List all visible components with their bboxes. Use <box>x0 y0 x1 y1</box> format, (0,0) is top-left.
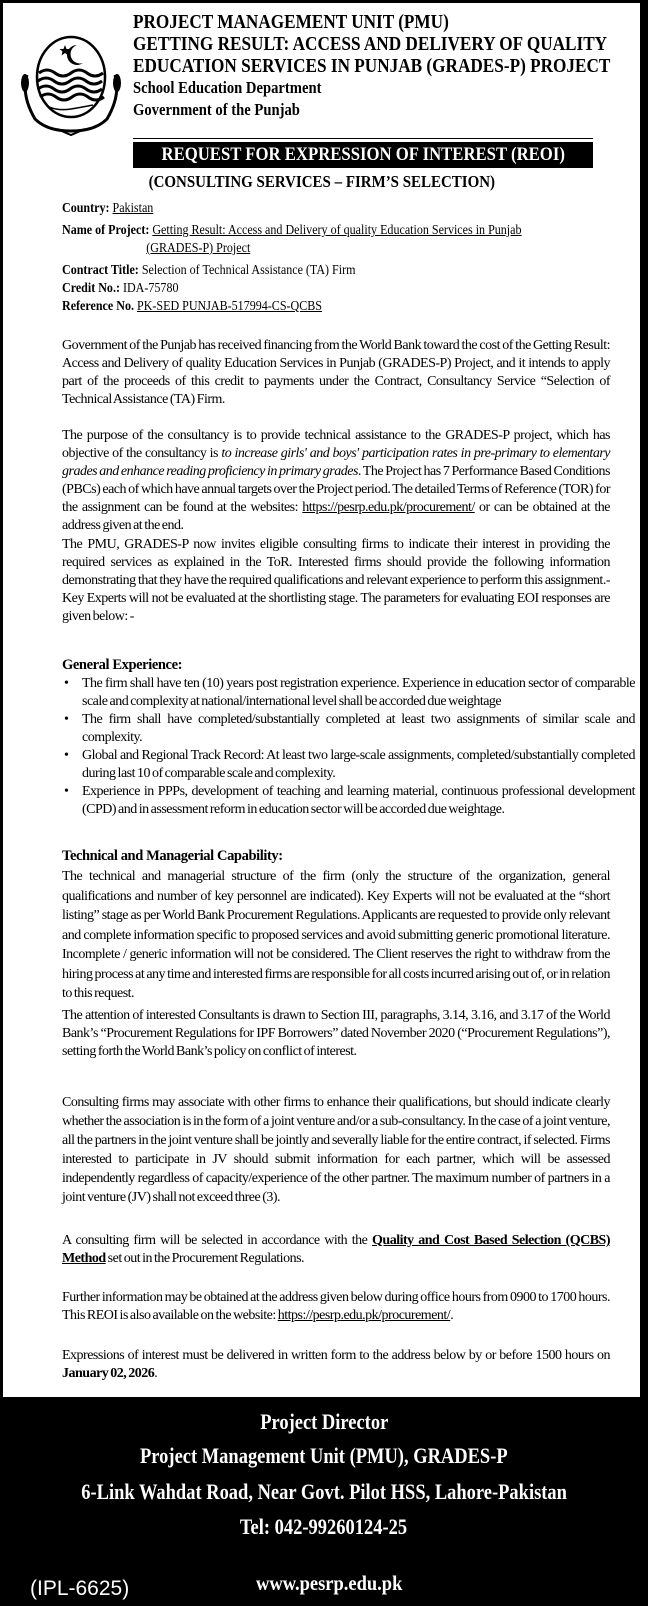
project-value-cont: (GRADES-P) Project <box>146 241 251 256</box>
website-link[interactable] <box>256 1571 422 1596</box>
header-government: Government of the Punjab <box>133 100 300 119</box>
project-value: Getting Result: Access and Delivery of quality Education Services in Punjab <box>152 223 522 238</box>
header-department: School Education Department <box>133 78 322 97</box>
general-experience-heading: General Experience: <box>62 657 183 673</box>
list-item: • Experience in PPPs, development of teaching and learning material, continuous professional development (CPD) and in assessment reform in education sector will be accorded due weightage. <box>82 783 635 819</box>
deadline-paragraph <box>62 1347 610 1383</box>
banner-title: REQUEST FOR EXPRESSION OF INTEREST (REOI) <box>161 144 565 165</box>
header-block <box>133 11 643 121</box>
footer-unit-text: Project Management Unit (PMU), GRADES-P <box>140 1443 508 1468</box>
footer-unit <box>0 1443 648 1469</box>
attention-paragraph: The attention of interested Consultants is drawn to Section III, paragraphs, 3.14, 3.16, and 3.17 of the World Bank’s “Procurement Regulations for IPF Borrowers” dated November 2020 (“Procurement Regulations”), setting forth the World Bank’s policy on conflict of interest. <box>62 1008 610 1059</box>
technical-capability-heading: Technical and Managerial Capability: <box>62 848 283 864</box>
purpose-text-3: or can be obtained at the address given at the end. <box>62 500 610 533</box>
list-item: • Global and Regional Track Record: At least two large-scale assignments, completed/substantially completed during last 10 of comparable scale and complexity. <box>82 747 635 783</box>
deadline-date: January 02, 2026 <box>62 1366 155 1381</box>
header-project-line-1: GETTING RESULT: ACCESS AND DELIVERY OF QUALITY <box>133 33 608 55</box>
procurement-website-link[interactable]: https://pesrp.edu.pk/procurement/ <box>277 1308 451 1323</box>
selection-text-2: set out in the Procurement Regulations. <box>105 1251 305 1266</box>
advertisement-page <box>3 3 640 1397</box>
further-info-paragraph <box>62 1289 610 1325</box>
ipl-code: (IPL-6625) <box>30 1577 130 1600</box>
further-text-2: . <box>450 1308 454 1323</box>
meta-block <box>62 200 618 316</box>
invite-paragraph: The PMU, GRADES-P now invites eligible consulting firms to indicate their interest in providing the required services as explained in the ToR. Interested firms should provide the following information demonstrating that they have the required qualifications and relevant experience to perform this assignment.-Key Experts will not be evaluated at the shortlisting stage. The parameters for evaluating EOI responses are given below: - <box>62 537 610 624</box>
list-item: • The firm shall have completed/substantially completed at least two assignments of similar scale and complexity. <box>82 711 635 747</box>
contract-value: Selection of Technical Assistance (TA) Firm <box>141 263 356 278</box>
selection-text: A consulting firm will be selected in accordance with the <box>62 1233 373 1248</box>
website-text: www.pesrp.edu.pk <box>256 1571 403 1595</box>
header-project-line-2: EDUCATION SERVICES IN PUNJAB (GRADES-P) PROJECT <box>133 55 611 77</box>
list-item: • The firm shall have ten (10) years post registration experience. Experience in education sector of comparable scale and complexity at national/international level shall be accorded due weightage <box>82 675 635 711</box>
deadline-text-2: . <box>154 1366 158 1381</box>
technical-paragraph: The technical and managerial structure of the firm (only the structure of the organization, general qualifications and number of key personnel are indicated). Key Experts will not be evaluated at the “short listing” stage as per World Bank Procurement Regulations. Applicants are requested to provide only relevant and complete information specific to proposed services and avoid submitting generic promotional literature. Incomplete / generic information will not be considered. The Client reserves the right to withdraw from the hiring process at any time and interested firms are responsible for all costs incurred arising out of, or in relation to this request. <box>62 869 610 1001</box>
project-row <box>62 222 540 240</box>
reference-label: Reference No. <box>62 299 134 314</box>
project-label: Name of Project: <box>62 223 150 238</box>
footer-tel-text: Tel: 042-99260124-25 <box>240 1514 408 1539</box>
project-row-cont <box>62 240 540 258</box>
purpose-objective: to increase girls' and boys' participation rates in pre-primary to elementary grades and enhance reading proficiency in primary grades <box>62 446 610 479</box>
association-paragraph: Consulting firms may associate with other firms to enhance their qualifications, but should indicate clearly whether the association is in the form of a joint venture and/or a sub-consultancy. In the case of a joint venture, all the partners in the joint venture shall be jointly and severally liable for the entire contract, if selected. Firms interested to participate in JV should submit information for each partner, which will be assessed independently regardless of capacity/experience of the other partner. The maximum number of partners in a joint venture (JV) shall not exceed three (3). <box>62 1095 610 1205</box>
country-row <box>62 200 540 218</box>
procurement-link[interactable]: https://pesrp.edu.pk/procurement/ <box>302 500 475 515</box>
footer-address-text: 6-Link Wahdat Road, Near Govt. Pilot HSS, Lahore-Pakistan <box>81 1479 567 1504</box>
footer-title <box>0 1409 648 1435</box>
reoi-banner <box>133 142 593 168</box>
general-experience-list <box>62 675 635 819</box>
country-label: Country: <box>62 201 110 216</box>
header-divider <box>133 138 593 139</box>
contract-label: Contract Title: <box>62 263 139 278</box>
header-pmu: PROJECT MANAGEMENT UNIT (PMU) <box>133 11 449 33</box>
country-value: Pakistan <box>112 201 154 216</box>
punjab-government-emblem-icon <box>17 25 125 137</box>
purpose-text: The purpose of the consultancy is to provide technical assistance to the GRADES-P project, which has objective of the consultancy is <box>62 428 610 461</box>
reference-value: PK-SED PUNJAB-517994-CS-QCBS <box>136 299 322 314</box>
footer-tel <box>0 1514 648 1540</box>
reference-row <box>62 298 540 316</box>
selection-paragraph <box>62 1232 610 1268</box>
credit-row <box>62 280 540 298</box>
footer-address <box>0 1479 648 1505</box>
contact-footer <box>0 1397 648 1606</box>
qcbs-method: Quality and Cost Based Selection (QCBS) Method <box>62 1233 610 1266</box>
subtitle <box>3 172 640 192</box>
deadline-text: Expressions of interest must be delivered in written form to the address below by or before 1500 hours on <box>62 1348 610 1363</box>
credit-value: IDA-75780 <box>122 281 179 296</box>
footer-title-text: Project Director <box>259 1409 389 1434</box>
purpose-paragraph <box>62 427 610 535</box>
contract-row <box>62 262 540 280</box>
financing-paragraph: Government of the Punjab has received financing from the World Bank toward the cost of the Getting Result: Access and Delivery of quality Education Services in Punjab (GRADES-P) Project, and it intends to apply part of the proceeds of this credit to payments under the Contract, Consultancy Service “Selection of Technical Assistance (TA) Firm. <box>62 338 610 407</box>
credit-label: Credit No.: <box>62 281 120 296</box>
purpose-text-2: . The Project has 7 Performance Based Conditions (PBCs) each of which have annual targets over the Project period. The detailed Terms of Reference (TOR) for the assignment can be found at the websites: <box>62 464 610 515</box>
subtitle-text: (CONSULTING SERVICES – FIRM’S SELECTION) <box>148 172 495 191</box>
further-text: Further information may be obtained at the address given below during office hours from 0900 to 1700 hours. This REOI is also available on the website: <box>62 1290 610 1323</box>
